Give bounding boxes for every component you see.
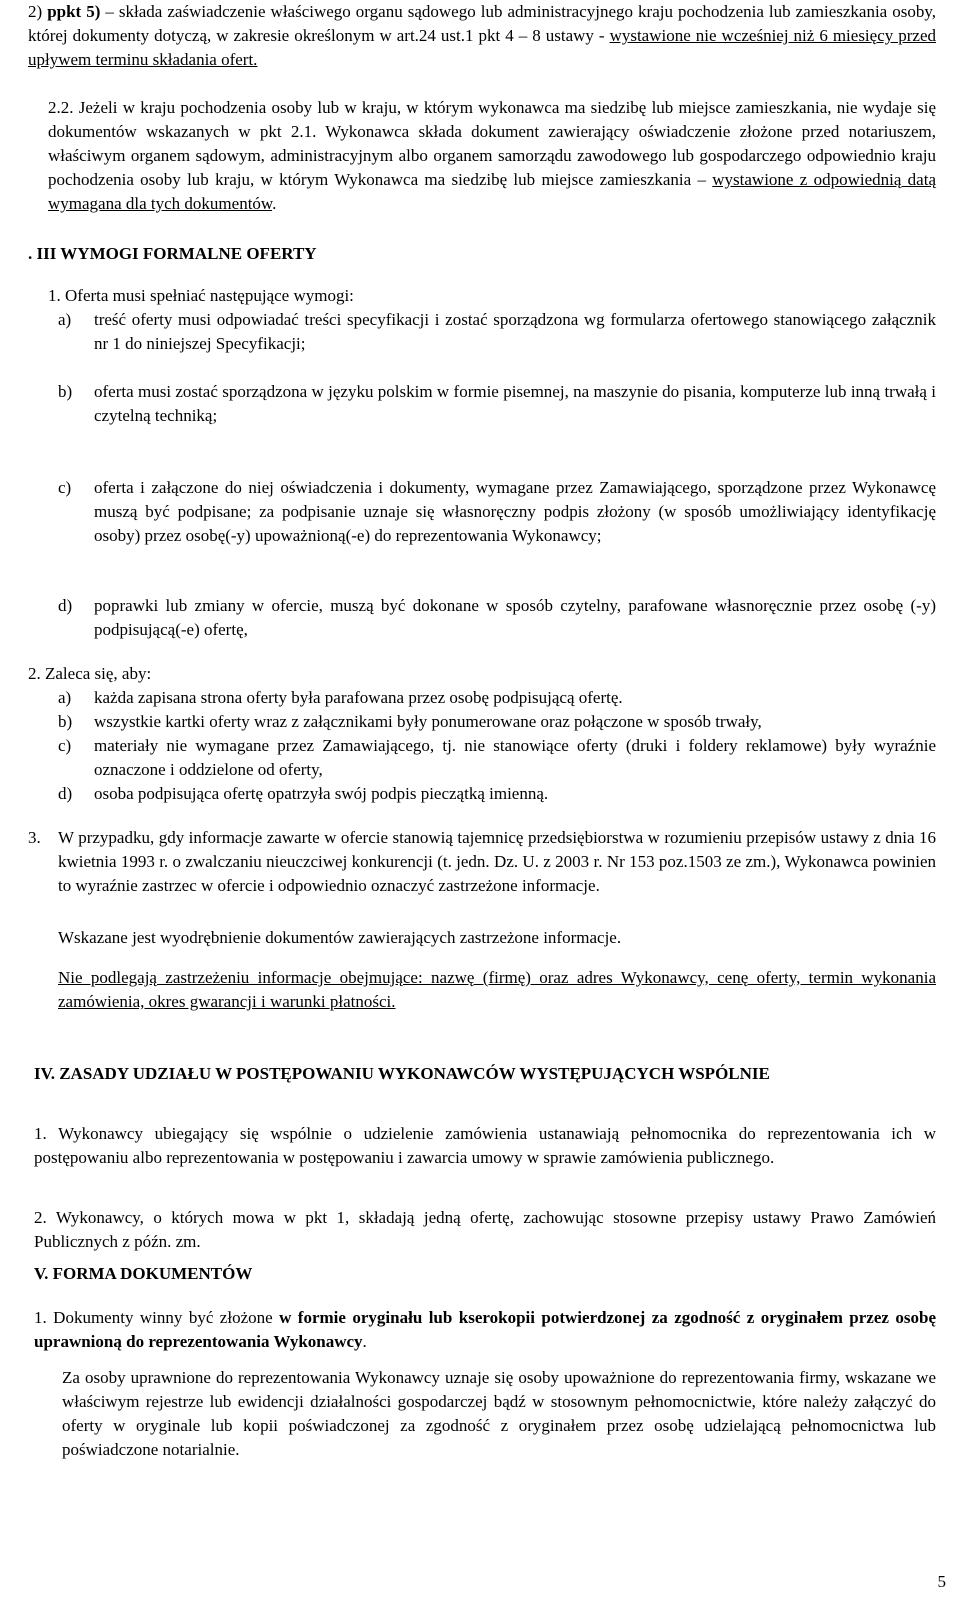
item-3-3-exclusions: Nie podlegają zastrzeżeniu informacje obejmujące: nazwę (firmę) oraz adres Wykonawcy, cenę oferty, termin wykonania zamówienia, okres gwarancji i warunki płatności. [58, 968, 936, 1011]
paragraph-ppkt5: 2) ppkt 5) – składa zaświadczenie właściwego organu sądowego lub administracyjnego kraju pochodzenia lub zamieszkania osoby, której dokumenty dotyczą, w zakresie określonym w art.24 ust.1 pkt 4 – 8 ustawy - wystawione nie wcześniej niż 6 miesięcy przed upływem terminu składania ofert. [28, 2, 936, 69]
underlined-date-requirement: wystawione z odpowiednią datą wymagana dla tych dokumentów [48, 170, 936, 213]
paragraph-2-2: 2.2. Jeżeli w kraju pochodzenia osoby lub w kraju, w którym wykonawca ma siedzibę lub miejsce zamieszkania, nie wydaje się dokumentów wskazanych w pkt 2.1. Wykonawca składa dokument zawierający oświadczenie złożone przed notariuszem, właściwym organem sądowym, administracyjnym albo organem samorządu zawodowego lub gospodarczego odpowiednio kraju pochodzenia osoby lub kraju, w którym Wykonawca ma siedzibę lub miejsce zamieszkania – wystawione z odpowiednią datą wymagana dla tych dokumentów. [48, 98, 936, 213]
list-item-3-2-b: b) wszystkie kartki oferty wraz z załącznikami były ponumerowane oraz połączone w sposób trwały, [58, 712, 762, 731]
list-item-3-1-c: c) oferta i załączone do niej oświadczenia i dokumenty, wymagane przez Zamawiającego, sporządzone przez Wykonawcę muszą być podpisane; za podpisanie uznaje się własnoręczny podpis złożony (w sposób umożliwiający identyfikację osoby) przez osobę(-y) upoważnioną(-e) do reprezentowania Wykonawcy; [58, 478, 936, 545]
list-item-3-1-b: b) oferta musi zostać sporządzona w języku polskim w formie pisemnej, na maszynie do pisania, komputerze lub inną trwałą i czytelną techniką; [58, 382, 936, 425]
section-v-authorized-persons: Za osoby uprawnione do reprezentowania Wykonawcy uznaje się osoby upoważnione do reprezentowania firmy, wskazane we właściwym rejestrze lub ewidencji działalności gospodarczej bądź w stosownym pełnomocnictwie, które należy załączyć do oferty w oryginale lub kopii poświadczonej za zgodność z oryginałem przez osobę udzielającą pełnomocnictwa lub poświadczone notarialnie. [62, 1368, 936, 1459]
section-heading-v: V. FORMA DOKUMENTÓW [34, 1264, 253, 1283]
item-3-3: 3. W przypadku, gdy informacje zawarte w ofercie stanowią tajemnicę przedsiębiorstwa w rozumieniu przepisów ustawy z dnia 16 kwietnia 1993 r. o zwalczaniu nieuczciwej konkurencji (t. jedn. Dz. U. z 2003 r. Nr 153 poz.1503 ze zm.), Wykonawca powinien to wyraźnie zastrzec w ofercie i odpowiednio oznaczyć zastrzeżone informacje. [28, 828, 936, 895]
section-heading-iv: IV. ZASADY UDZIAŁU W POSTĘPOWANIU WYKONAWCÓW WYSTĘPUJĄCYCH WSPÓLNIE [34, 1064, 770, 1083]
section-iv-item-2: 2. Wykonawcy, o których mowa w pkt 1, składają jedną ofertę, zachowując stosowne przepisy ustawy Prawo Zamówień Publicznych z późn. zm. [34, 1208, 936, 1251]
list-item-3-2-c: c) materiały nie wymagane przez Zamawiającego, tj. nie stanowiące oferty (druki i foldery reklamowe) były wyraźnie oznaczone i oddzielone od oferty, [58, 736, 936, 779]
item-3-3-note: Wskazane jest wyodrębnienie dokumentów zawierających zastrzeżone informacje. [58, 928, 622, 947]
item-3-2: 2. Zaleca się, aby: [28, 664, 152, 683]
list-item-3-1-a: a) treść oferty musi odpowiadać treści specyfikacji i zostać sporządzona wg formularza ofertowego stanowiącego załącznik nr 1 do niniejszej Specyfikacji; [58, 310, 936, 353]
list-item-3-2-a: a) każda zapisana strona oferty była parafowana przez osobę podpisującą ofertę. [58, 688, 623, 707]
page-number: 5 [937, 1572, 946, 1591]
list-item-3-1-d: d) poprawki lub zmiany w ofercie, muszą być dokonane w sposób czytelny, parafowane własnoręcznie przez osobę (-y) podpisującą(-e) ofertę, [58, 596, 936, 639]
original-or-certified-copy: w formie oryginału lub kserokopii potwierdzonej za zgodność z oryginałem przez osobę uprawnioną do reprezentowania Wykonawcy [34, 1308, 936, 1351]
ppkt5-ref: ppkt 5) [47, 2, 101, 21]
section-v-item-1: 1. Dokumenty winny być złożone w formie oryginału lub kserokopii potwierdzonej za zgodność z oryginałem przez osobę uprawnioną do reprezentowania Wykonawcy. [34, 1308, 936, 1351]
list-item-3-2-d: d) osoba podpisująca ofertę opatrzyła swój podpis pieczątką imienną. [58, 784, 549, 803]
underlined-deadline: wystawione nie wcześniej niż 6 miesięcy przed upływem terminu składania ofert. [28, 26, 936, 69]
section-heading-iii: . III WYMOGI FORMALNE OFERTY [28, 244, 317, 263]
section-iv-item-1: 1. Wykonawcy ubiegający się wspólnie o udzielenie zamówienia ustanawiają pełnomocnika do reprezentowania ich w postępowaniu albo reprezentowania w postępowaniu i zawarcia umowy w sprawie zamówienia publicznego. [34, 1124, 936, 1167]
item-3-1: 1. Oferta musi spełniać następujące wymogi: [48, 286, 354, 305]
